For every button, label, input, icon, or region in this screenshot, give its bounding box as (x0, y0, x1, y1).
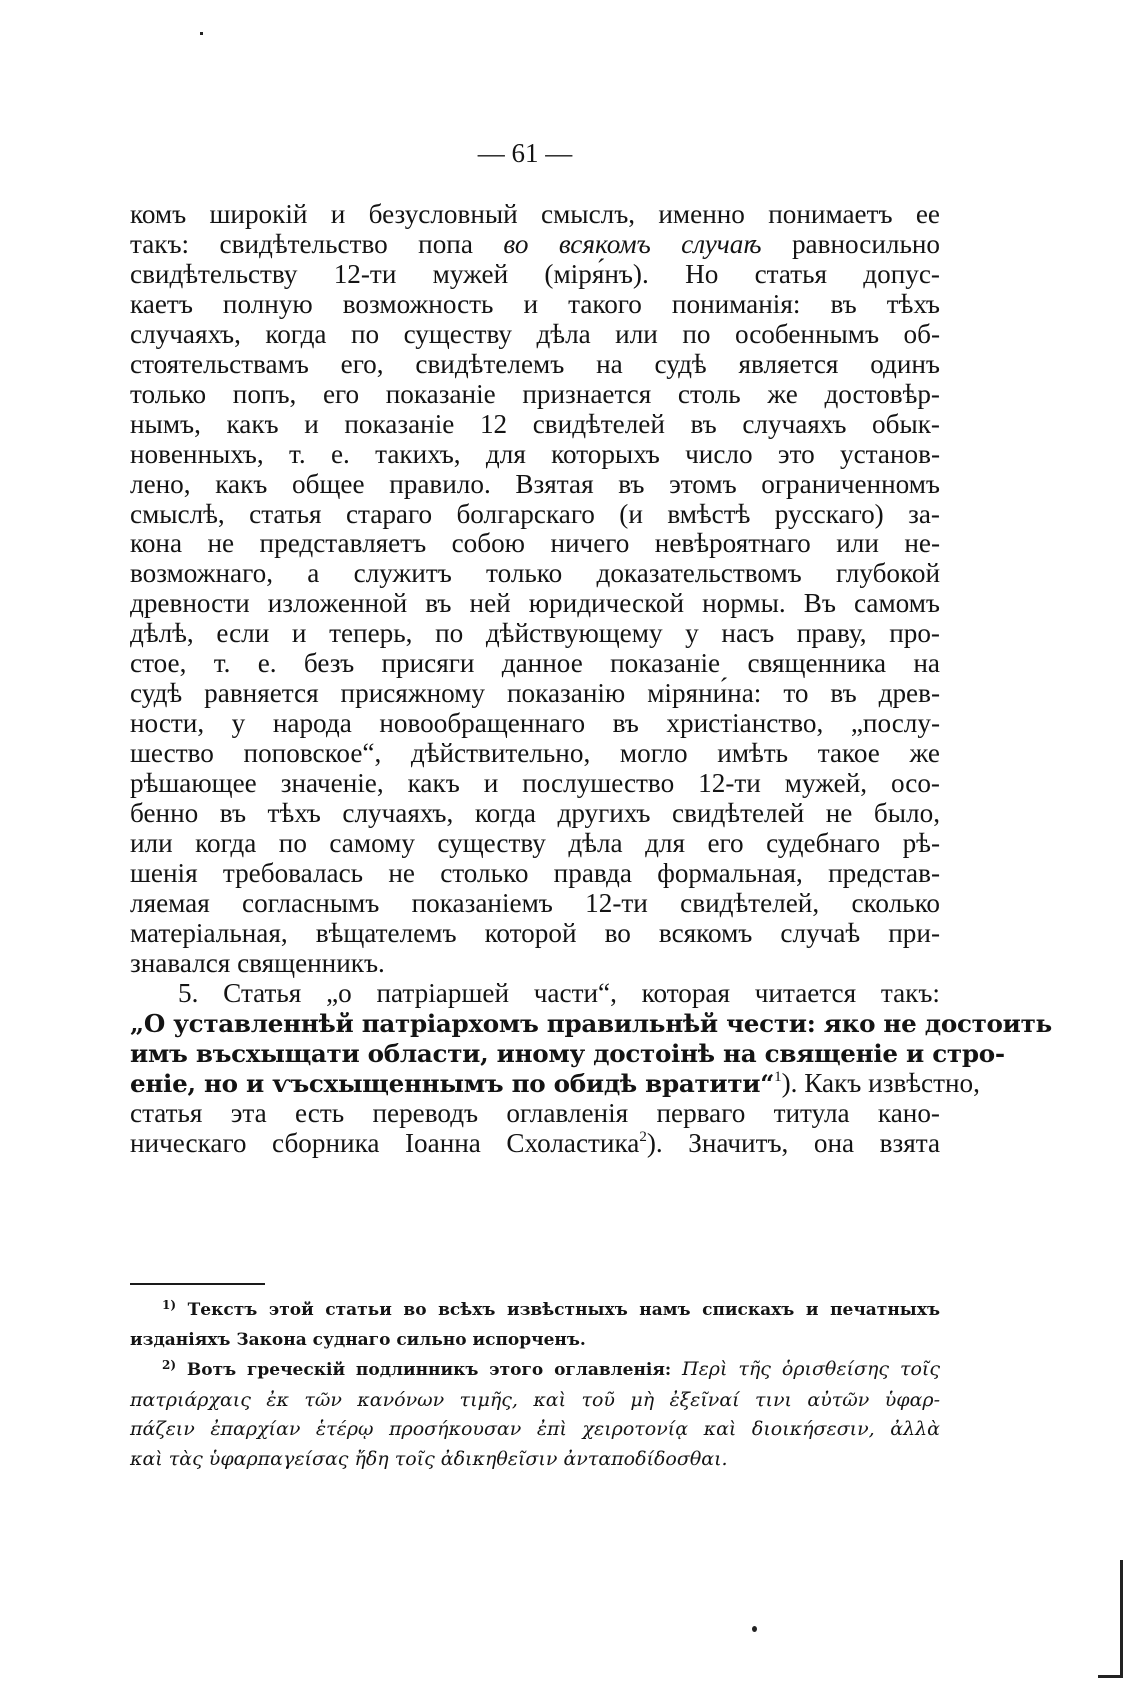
emphasis-italic: во всякомъ случаѣ (503, 228, 762, 259)
paragraph-5-line-5: статья эта есть переводъ оглавленія перваго титула кано- (130, 1097, 940, 1128)
text-line-6: стоятельствамъ его, свидѣтелемъ на судѣ является одинъ (130, 348, 940, 379)
greek-text-3: πάζειν ἐπαρχίαν ἑτέρῳ προσήκουσαν ἐπὶ χειροτονίᾳ καὶ διοικήσεσιν, ἀλλὰ (130, 1418, 940, 1440)
greek-text-4: καὶ τὰς ὑφαρπαγείσας ἤδη τοῖς ἀδικηθεῖσιν ἀνταποδίδοσθαι. (130, 1447, 728, 1470)
text-line-22: или когда по самому существу дѣла для его судебнаго рѣ- (130, 828, 940, 859)
text-line-17: судѣ равняется присяжному показанію міряни́на: то въ древ- (130, 678, 940, 709)
paragraph-5-after-quote: ). Какъ извѣстно, (781, 1067, 980, 1098)
text-line-1: комъ широкій и безусловный смыслъ, именно понимаетъ ее (130, 199, 940, 229)
paragraph-5-intro: 5. Статья „о патріаршей части“, которая читается такъ: (178, 977, 940, 1008)
slavonic-quote-line-1: „О уставленнѣй патріархомъ правильнѣй чести: яко не достоить (130, 1008, 1052, 1038)
text-line-9: новенныхъ, т. е. такихъ, для которыхъ число это установ- (130, 438, 940, 469)
text-line-10: лено, какъ общее правило. Взятая въ этомъ ограниченномъ (130, 468, 940, 499)
paragraph-5-line-4 (130, 1067, 980, 1099)
text-line-23: шенія требовалась не столько правда формальная, представ- (130, 857, 940, 888)
text-line-7: только попъ, его показаніе признается столь же достовѣр- (130, 378, 940, 409)
footnote-2-marker: 2) (162, 1358, 177, 1372)
page-number: — 61 — (477, 138, 573, 168)
footnote-1-marker: 1) (162, 1298, 177, 1312)
text-line-11: смыслѣ, статья стараго болгарскаго (и вмѣстѣ русскаго) за- (130, 498, 940, 529)
paragraph-5-line-6-start: ническаго сборника Іоанна Схоластика (130, 1127, 640, 1158)
text-line-5: случаяхъ, когда по существу дѣла или по особеннымъ об- (130, 318, 940, 349)
text-line-16: стое, т. е. безъ присяги данное показаніе священника на (130, 648, 940, 679)
footnote-2-intro: Вотъ греческій подлинникъ этого оглавленія: (186, 1360, 672, 1380)
text-line-18: ности, у народа новообращеннаго въ христіанство, „послу- (130, 708, 940, 739)
text-line-19: шество поповское“, дѣйствительно, могло имѣть такое же (130, 738, 940, 769)
text-line-26: знавался священникъ. (130, 947, 385, 978)
text-line-2-start: такъ: свидѣтельство попа (130, 228, 473, 259)
text-line-2 (130, 230, 940, 260)
footnotes (130, 1296, 940, 1474)
text-line-4: каетъ полную возможность и такого пониманія: въ тѣхъ (130, 288, 940, 319)
text-line-21: бенно въ тѣхъ случаяхъ, когда другихъ свидѣтелей не было, (130, 798, 940, 829)
footnote-1-line-2: изданіяхъ Закона суднаго сильно испорченъ. (130, 1329, 586, 1350)
greek-text-1: Περὶ τῆς ὁρισθείσης τοῖς (682, 1358, 940, 1380)
text-line-2-end: равносильно (791, 228, 940, 259)
text-line-13: возможнаго, а служитъ только доказательствомъ глубокой (130, 558, 940, 589)
scan-dot-top (200, 32, 203, 35)
text-line-14: древности изложенной въ ней юридической нормы. Въ самомъ (130, 588, 940, 619)
main-text (130, 199, 1052, 1159)
footnote-separator (130, 1283, 265, 1285)
text-line-8: нымъ, какъ и показаніе 12 свидѣтелей въ случаяхъ обык- (130, 408, 940, 439)
text-line-12: кона не представляетъ собою ничего невѣроятнаго или не- (130, 528, 940, 559)
text-line-25: матеріальная, вѣщателемъ которой во всякомъ случаѣ при- (130, 917, 940, 948)
paragraph-5-line-6-end: ). Значитъ, она взята (646, 1127, 941, 1158)
text-line-20: рѣшающее значеніе, какъ и послушество 12-ти мужей, осо- (130, 768, 940, 799)
paragraph-5-line-6 (130, 1129, 940, 1159)
footnote-ref-1: 1 (774, 1068, 782, 1085)
page-corner-foot (1098, 1675, 1123, 1678)
text-line-15: дѣлѣ, если и теперь, по дѣйствующему у насъ праву, про- (130, 618, 940, 649)
footnote-1-text: Текстъ этой статьи во всѣхъ извѣстныхъ намъ спискахъ и печатныхъ (187, 1300, 940, 1320)
footnote-1-line-1 (130, 1296, 940, 1326)
page-corner-edge (1120, 1560, 1123, 1678)
text-line-3: свидѣтельству 12-ти мужей (міря́нъ). Но статья допус- (130, 258, 940, 289)
text-line-24: ляемая согласнымъ показаніемъ 12-ти свидѣтелей, сколько (130, 887, 940, 918)
footnote-2-line-1 (130, 1355, 940, 1386)
slavonic-quote-line-3: еніе, но и ѵъсхыщеннымъ по обидѣ вратити“ (130, 1068, 775, 1098)
footnote-ref-2: 2 (639, 1128, 647, 1145)
greek-text-2: πατριάρχαις ἐκ τῶν κανόνων τιμῆς, καὶ τοῦ μὴ ἐξεῖναί τινι αὐτῶν ὑφαρ- (130, 1388, 940, 1411)
slavonic-quote-line-2: имъ въсхыщати области, иному достоінѣ на священіе и стро- (130, 1038, 1005, 1068)
scan-dot-bottom (752, 1626, 757, 1632)
